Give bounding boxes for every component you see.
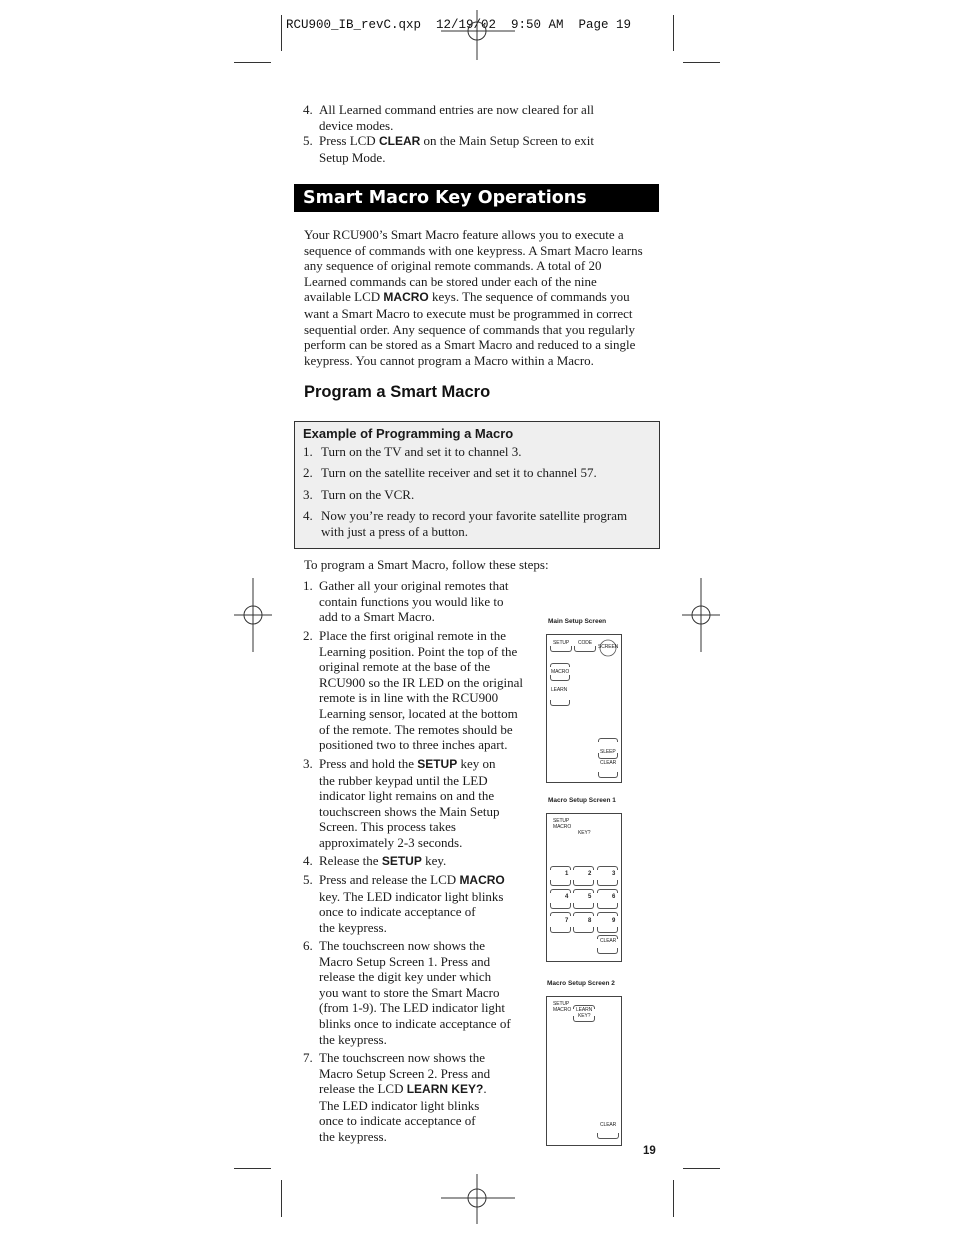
list-text: Learning sensor, located at the bottom	[319, 705, 518, 721]
list-text: Gather all your original remotes that	[319, 578, 509, 593]
crop-mark	[281, 15, 282, 51]
list-number: 7.	[303, 1050, 313, 1065]
screen-key	[550, 700, 570, 706]
crop-mark	[234, 1168, 271, 1169]
list-text: release the LCD	[319, 1081, 407, 1097]
screen-key	[550, 880, 571, 886]
list-text: Setup Mode.	[319, 149, 386, 165]
list-text: indicator light remains on and the	[319, 788, 495, 804]
subheading: Program a Smart Macro	[304, 383, 491, 401]
screen-key	[574, 646, 596, 652]
list-text: Turn on the TV and set it to channel 3.	[321, 444, 522, 459]
screen-digit-5: 5	[588, 894, 592, 900]
list-number: 3.	[303, 487, 313, 502]
screen-digit-4: 4	[565, 894, 569, 900]
screen-text-learn: LEARN	[551, 687, 568, 693]
list-text: Place the first original remote in the	[319, 628, 506, 643]
list-text: approximately 2-3 seconds.	[319, 834, 463, 850]
screen-text-key: KEY?	[578, 1013, 591, 1019]
list-item	[303, 133, 663, 164]
screen-digit-1: 1	[565, 871, 569, 877]
example-title: Example of Programming a Macro	[303, 426, 514, 441]
key-name: MACRO	[383, 290, 429, 305]
list-text: Learning position. Point the top of the	[319, 643, 518, 659]
key-name: SETUP	[417, 757, 458, 771]
screen-key	[573, 912, 594, 916]
step-1	[303, 578, 535, 628]
section-banner	[294, 184, 659, 212]
screen-digit-7: 7	[565, 918, 569, 924]
list-text: the rubber keypad until the LED	[319, 772, 488, 788]
list-item	[303, 102, 663, 133]
screen-digit-2: 2	[588, 871, 592, 877]
paragraph-line: sequence of commands with one keypress. A Smart Macro learns	[304, 242, 643, 258]
screen-key	[573, 889, 594, 893]
key-name: SETUP	[381, 854, 422, 868]
list-text: device modes.	[319, 117, 394, 133]
registration-mark-icon	[441, 10, 515, 60]
screen-key	[573, 1013, 595, 1022]
list-text: key. The LED indicator light blinks	[319, 888, 504, 904]
list-text: The touchscreen now shows the	[319, 1050, 486, 1065]
registration-mark-icon	[234, 578, 272, 652]
screen-digit-6: 6	[612, 894, 616, 900]
paragraph-line: keypress. You cannot program a Macro within a Macro.	[304, 352, 594, 368]
list-text: Release the	[319, 853, 382, 868]
list-text: Now you’re ready to record your favorite satellite program	[321, 508, 628, 523]
top-list	[303, 102, 663, 164]
screen-key	[597, 903, 618, 909]
list-number: 4.	[303, 508, 313, 523]
screen-text-clear: CLEAR	[600, 938, 617, 944]
paragraph-line: want a Smart Macro to execute must be programmed in correct	[304, 305, 633, 321]
section-title: Smart Macro Key Operations	[303, 188, 587, 208]
list-text: key.	[421, 853, 447, 868]
list-text: The touchscreen now shows the	[319, 938, 486, 953]
paragraph-text: keys. The sequence of commands you	[428, 289, 630, 305]
screen-key	[573, 880, 594, 886]
list-text: Press LCD	[319, 133, 379, 148]
screen-key	[550, 646, 572, 652]
screen-key	[598, 738, 618, 742]
list-text: Turn on the VCR.	[321, 487, 415, 502]
screen-key	[550, 927, 571, 933]
paragraph-line: perform can be stored as a Smart Macro and reduced to a single	[304, 337, 636, 353]
list-text: once to indicate acceptance of	[319, 904, 476, 920]
screen-label-macro1: Macro Setup Screen 1	[548, 797, 616, 804]
screen-key	[573, 903, 594, 909]
screen-key	[597, 927, 618, 933]
step-3	[303, 756, 535, 853]
screen-digit-3: 3	[612, 871, 616, 877]
list-number: 4.	[303, 102, 313, 117]
crop-mark	[673, 15, 674, 51]
screen-key	[598, 753, 618, 759]
list-text: Press and release the LCD	[319, 872, 460, 887]
list-text: All Learned command entries are now cleared for all	[319, 102, 595, 117]
list-number: 3.	[303, 756, 313, 771]
key-name: LEARN KEY?	[406, 1082, 484, 1097]
step-2	[303, 628, 535, 756]
step-6	[303, 938, 535, 1050]
list-text: the keypress.	[319, 1031, 387, 1047]
paragraph-line: any sequence of original remote commands. A total of 20	[304, 258, 602, 274]
list-number: 1.	[303, 578, 313, 593]
screen-text-setup: SETUP	[553, 818, 570, 824]
crop-mark	[683, 62, 720, 63]
screen-key	[597, 912, 618, 916]
example-box	[294, 421, 660, 549]
list-text: original remote at the base of the	[319, 659, 491, 675]
main-setup-screen	[546, 634, 622, 783]
paragraph-line: Learned commands can be stored under each of the nine	[304, 273, 597, 289]
screen-text-macro: MACRO	[553, 1007, 572, 1013]
list-text: key on	[457, 756, 496, 771]
screen-key	[550, 866, 571, 870]
list-text: release the digit key under which	[319, 969, 492, 985]
screen-key	[550, 903, 571, 909]
intro-paragraph	[304, 227, 664, 368]
screen-key	[550, 663, 570, 667]
key-name: MACRO	[459, 873, 505, 887]
list-text: Press and hold the	[319, 756, 418, 771]
steps-list	[303, 578, 535, 1144]
screen-digit-9: 9	[612, 918, 616, 924]
list-text: blinks once to indicate acceptance of	[319, 1015, 511, 1031]
screen-key	[597, 866, 618, 870]
list-text: The LED indicator light blinks	[319, 1097, 480, 1113]
key-name: CLEAR	[378, 134, 421, 148]
macro-setup-screen-2	[546, 996, 622, 1146]
list-text: of the remote. The remotes should be	[319, 721, 513, 737]
screen-text-setup: SETUP	[553, 1001, 570, 1007]
screen-text-code: CODE	[578, 640, 593, 646]
crop-mark	[234, 62, 271, 63]
screen-label-macro2: Macro Setup Screen 2	[547, 980, 615, 987]
paragraph-line: sequential order. Any sequence of commands that you regularly	[304, 321, 636, 337]
paragraph-text: available LCD	[304, 289, 384, 305]
page-number: 19	[643, 1145, 656, 1157]
screen-text-macro: MACRO	[553, 824, 572, 830]
list-text: touchscreen shows the Main Setup	[319, 803, 500, 819]
screen-key	[550, 675, 570, 681]
screen-key	[550, 889, 571, 893]
registration-mark-icon	[441, 1174, 515, 1224]
list-text: once to indicate acceptance of	[319, 1113, 476, 1129]
screen-text-clear: CLEAR	[600, 760, 617, 766]
list-number: 5.	[303, 872, 313, 887]
list-text: the keypress.	[319, 919, 387, 935]
screen-key	[597, 880, 618, 886]
list-number: 2.	[303, 465, 313, 480]
registration-mark-icon	[682, 578, 720, 652]
list-text: .	[483, 1081, 487, 1097]
screen-key	[597, 1133, 619, 1139]
list-text: you want to store the Smart Macro	[319, 984, 500, 1000]
screen-digit-8: 8	[588, 918, 592, 924]
step-4	[303, 853, 535, 872]
screen-key	[573, 927, 594, 933]
steps-intro: To program a Smart Macro, follow these steps:	[304, 557, 549, 572]
list-number: 1.	[303, 444, 313, 459]
list-number: 6.	[303, 938, 313, 953]
screen-key	[597, 948, 618, 954]
screen-text-key: KEY?	[578, 830, 591, 836]
screen-text-setup: SETUP	[553, 640, 570, 646]
list-text: contain functions you would like to	[319, 593, 504, 609]
paragraph-line	[304, 289, 664, 306]
print-header: RCU900_IB_revC.qxp 12/19/02 9:50 AM Page 19	[286, 18, 632, 32]
list-text: Screen. This process takes	[319, 819, 456, 835]
list-text: RCU900 so the IR LED on the original	[319, 674, 524, 690]
paragraph-line: Your RCU900’s Smart Macro feature allows you to execute a	[304, 227, 624, 242]
screen-text-screen: SCREEN	[598, 644, 619, 650]
screen-key	[550, 912, 571, 916]
crop-mark	[281, 1180, 282, 1217]
screen-label-main: Main Setup Screen	[548, 618, 607, 625]
screen-text-learn: LEARN	[576, 1007, 593, 1013]
screen-text-clear: CLEAR	[600, 1122, 617, 1128]
screen-key	[573, 866, 594, 870]
step-5	[303, 872, 535, 938]
step-7	[303, 1050, 535, 1144]
list-text: Turn on the satellite receiver and set it to channel 57.	[321, 465, 597, 480]
crop-mark	[673, 1180, 674, 1217]
list-text: remote is in line with the RCU900	[319, 690, 499, 706]
list-text: (from 1-9). The LED indicator light	[319, 1000, 506, 1016]
list-text: on the Main Setup Screen to exit	[420, 133, 594, 148]
screen-text-macro: MACRO	[551, 669, 570, 675]
list-text: add to a Smart Macro.	[319, 609, 435, 625]
screen-key	[598, 772, 618, 778]
list-text: with just a press of a button.	[321, 523, 468, 539]
screen-key	[597, 889, 618, 893]
list-text: Macro Setup Screen 1. Press and	[319, 953, 491, 969]
list-text: positioned two to three inches apart.	[319, 737, 508, 753]
screen-text-sleep: SLEEP	[600, 749, 616, 755]
list-text: the keypress.	[319, 1128, 387, 1144]
crop-mark	[683, 1168, 720, 1169]
macro-setup-screen-1	[546, 813, 622, 962]
list-number: 4.	[303, 853, 313, 868]
list-number: 5.	[303, 133, 313, 148]
list-number: 2.	[303, 628, 313, 643]
list-text: Macro Setup Screen 2. Press and	[319, 1065, 491, 1081]
